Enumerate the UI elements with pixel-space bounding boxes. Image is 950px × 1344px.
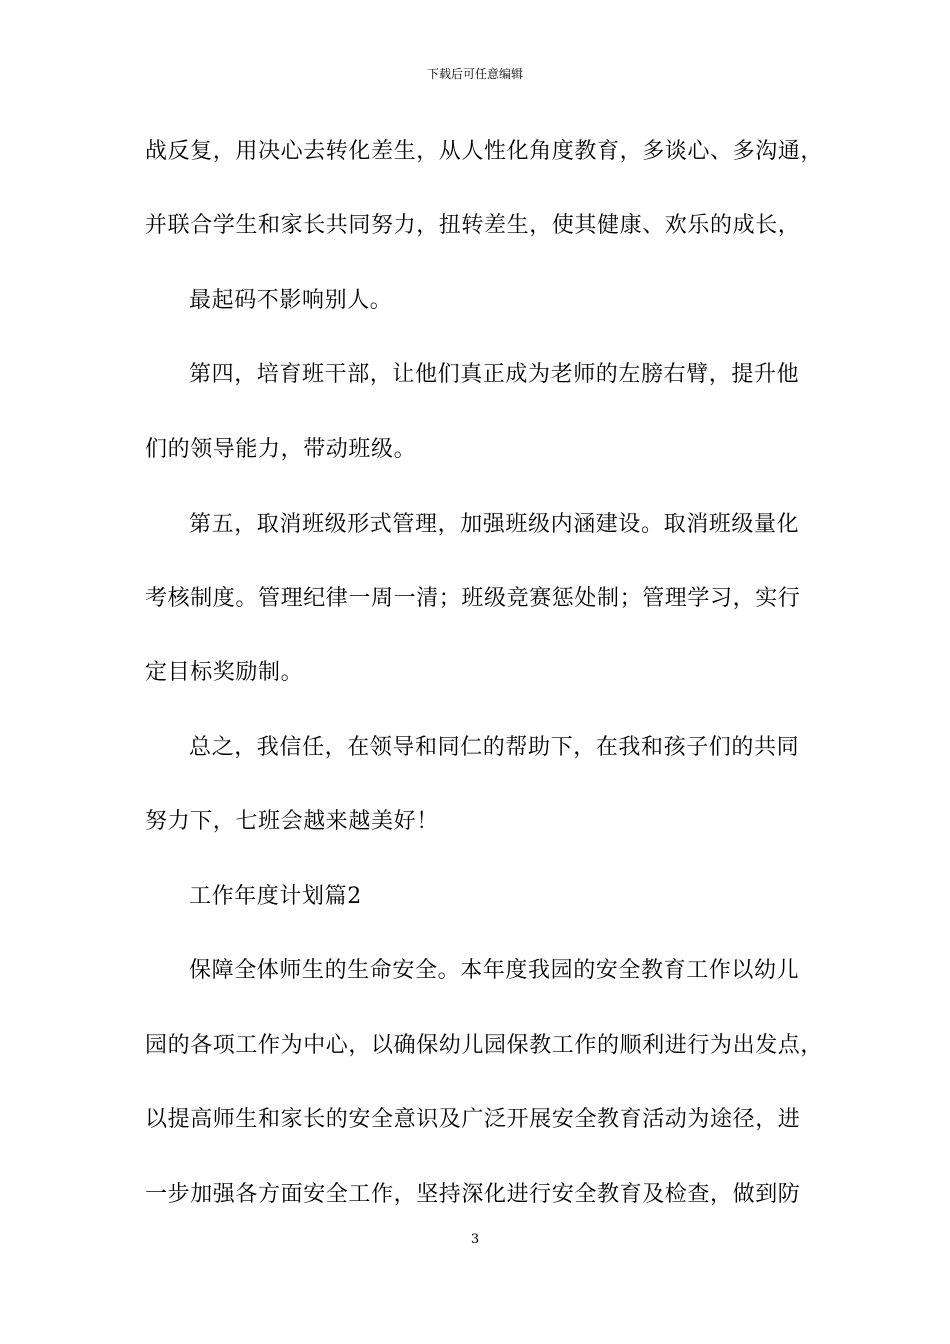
section-heading: 工作年度计划篇2 — [189, 884, 362, 909]
body-line: 总之，我信任，在领导和同仁的帮助下，在我和孩子们的共同 — [189, 735, 800, 760]
body-line: 定目标奖励制。 — [145, 660, 304, 685]
body-line: 最起码不影响别人。 — [189, 288, 393, 313]
body-line: 保障全体师生的生命安全。本年度我园的安全教育工作以幼儿 — [189, 958, 800, 983]
body-line: 们的领导能力，带动班级。 — [145, 437, 417, 462]
body-line: 努力下，七班会越来越美好！ — [145, 809, 439, 834]
page-header: 下载后可任意编辑 — [426, 67, 523, 81]
body-line: 考核制度。管理纪律一周一清；班级竞赛惩处制；管理学习，实行 — [145, 586, 801, 611]
body-line: 一步加强各方面安全工作，坚持深化进行安全教育及检查，做到防 — [145, 1182, 801, 1207]
body-line: 战反复，用决心去转化差生，从人性化角度教育，多谈心、多沟通， — [145, 139, 824, 164]
page-number: 3 — [470, 1232, 480, 1247]
body-line: 第五，取消班级形式管理，加强班级内涵建设。取消班级量化 — [189, 512, 800, 537]
body-line: 并联合学生和家长共同努力，扭转差生，使其健康、欢乐的成长， — [145, 213, 801, 238]
body-line: 以提高师生和家长的安全意识及广泛开展安全教育活动为途径，进 — [145, 1107, 801, 1132]
body-line: 园的各项工作为中心，以确保幼儿园保教工作的顺利进行为出发点， — [145, 1033, 824, 1058]
body-line: 第四，培育班干部，让他们真正成为老师的左膀右臂，提升他 — [189, 362, 800, 387]
